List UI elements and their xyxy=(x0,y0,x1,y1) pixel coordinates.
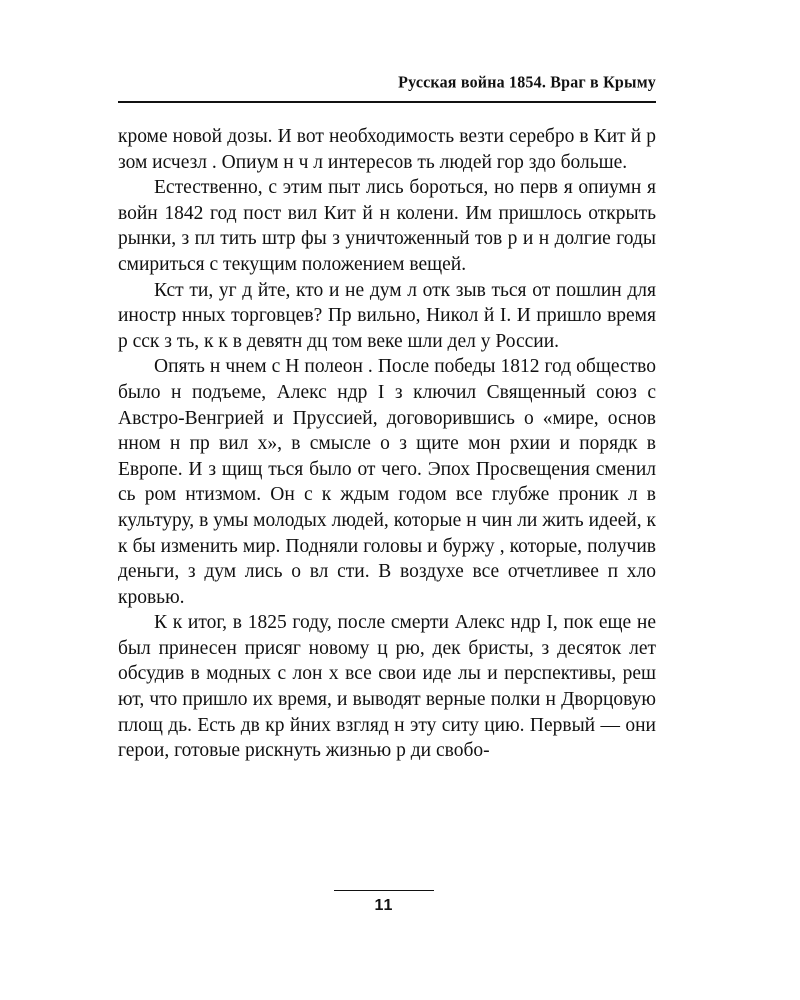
paragraph-2: Естественно, с этим пыт лись бороться, но перв я опиумн я войн 1842 год пост вил Кит й н колени. Им пришлось открыть рынки, з пл тить штр фы з уничтоженный тов р и н долгие годы смириться с текущим положением вещей. xyxy=(118,177,656,275)
page-number: 11 xyxy=(374,897,394,914)
paragraph-4: Опять н чнем с Н полеон . После победы 1812 год общество было н подъеме, Алекс ндр I з ключил Священный союз с Австро-Венгрией и Пруссией, договорившись о «мире, основ нном н пр вил х», в смысле о з щите мон рхии и порядк в Европе. И з щищ ться было от чего. Эпох Просвещения сменил сь ром нтизмом. Он с к ждым годом все глубже проник л в культуру, в умы молодых людей, которые н чин ли жить идеей, к к бы изменить мир. Подняли головы и буржу , которые, получив деньги, з дум лись о вл сти. В воздухе все отчетливее п хло кровью. xyxy=(118,356,656,608)
footer-rule xyxy=(334,890,434,891)
running-header: Русская война 1854. Враг в Крыму xyxy=(398,73,656,92)
header-rule xyxy=(118,101,656,103)
paragraph-5: К к итог, в 1825 году, после смерти Алекс ндр I, пок еще не был принесен присяг новому ц рю, дек бристы, з десяток лет обсудив в модных с лон х все свои иде лы и перспективы, реш ют, что пришло их время, и выводят верные полки н Дворцовую площ дь. Есть дв кр йних взгляд н эту ситу цию. Первый — они герои, готовые рискнуть жизнью р ди свобо- xyxy=(118,612,656,762)
body-text xyxy=(118,124,656,764)
paragraph-1: кроме новой дозы. И вот необходимость везти серебро в Кит й р зом исчезл . Опиум н ч л интересов ть людей гор здо больше. xyxy=(118,126,656,173)
paragraph-3: Кст ти, уг д йте, кто и не дум л отк зыв ться от пошлин для иностр нных торговцев? Пр вильно, Никол й I. И пришло время р сск з ть, к к в девятн дц том веке шли дел у России. xyxy=(118,279,656,352)
